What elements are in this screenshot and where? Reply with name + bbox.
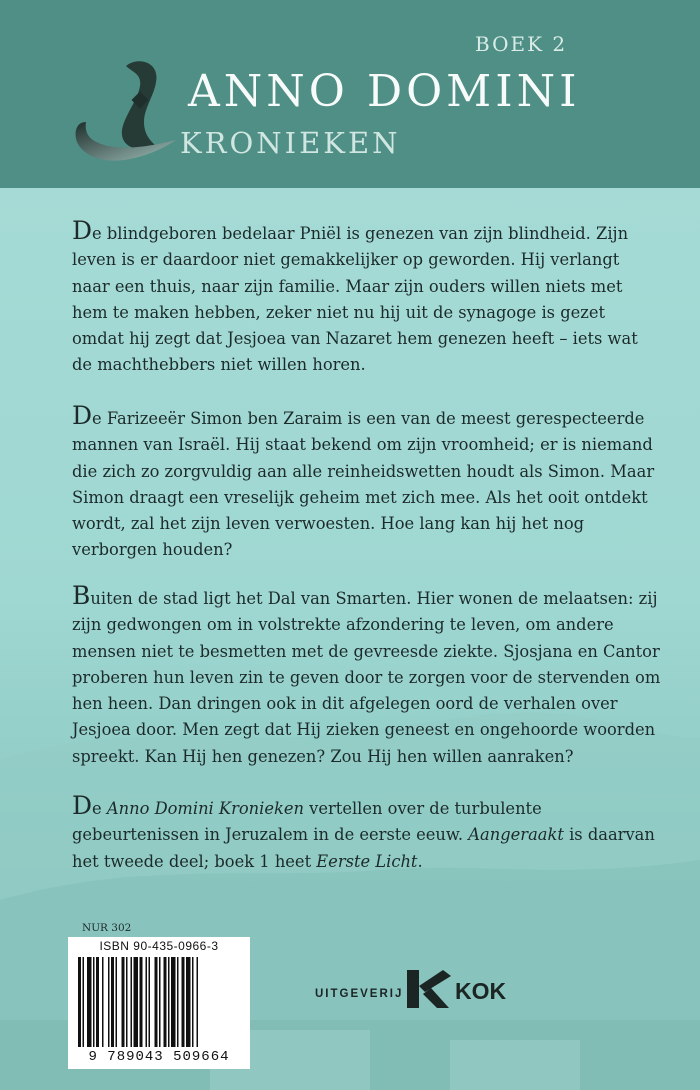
barcode-bar (159, 957, 161, 1047)
barcode-bar (149, 957, 151, 1047)
drop-initial: B (72, 581, 91, 610)
barcode-bar (83, 957, 85, 1047)
blurb-paragraph-2 (72, 403, 662, 564)
drop-initial: D (72, 401, 93, 430)
barcode-bar (87, 957, 92, 1047)
nur-code: NUR 302 (82, 922, 132, 934)
barcode-bar (102, 957, 104, 1047)
blurb-paragraph-1 (72, 218, 662, 379)
barcode-label (68, 937, 250, 1069)
barcode-bar (108, 957, 110, 1047)
barcode-bar (140, 957, 143, 1047)
barcode-bar (197, 957, 199, 1047)
ean-number: 9 789043 509664 (88, 1049, 230, 1065)
barcode-bar (177, 957, 179, 1047)
barcode-bar (93, 957, 95, 1047)
barcode-bar (155, 957, 158, 1047)
book-2-title: Aangeraakt (468, 825, 564, 845)
paragraph-text: uiten de stad ligt het Dal van Smarten. Hier wonen de melaatsen: zij zijn gedwongen om in volstrekte afzondering te leven, om andere mensen niet te besmetten met de gevreesde ziekte. Sjosjana en Cantor proberen hun leven zin te geven door te zorgen voor de stervenden om hen heen. Dan dringen ook in dit afgelegen oord de verhalen over Jesjoea door. Men zegt dat Hij zieken geneest en ongehoorde woorden spreekt. Kan Hij hen genezen? Zou Hij hen willen aanraken? (72, 589, 661, 766)
barcode-bar (168, 957, 170, 1047)
barcode-bar (192, 957, 194, 1047)
barcode-bar (78, 957, 81, 1047)
publisher-name: KOK (455, 978, 507, 1004)
closing-text: e (92, 799, 107, 818)
barcode-bar (171, 957, 176, 1047)
anno-domini-logo-icon (68, 56, 193, 166)
title-banner (0, 0, 700, 188)
barcode-bar (134, 957, 139, 1047)
kok-k-icon (403, 968, 455, 1010)
series-name: Anno Domini Kronieken (106, 799, 304, 818)
barcode-bar (186, 957, 191, 1047)
barcode-bar (126, 957, 128, 1047)
isbn-number: ISBN 90-435-0966-3 (99, 939, 219, 953)
barcode-bar (96, 957, 99, 1047)
series-label: BOEK 2 (475, 32, 568, 56)
closing-paragraph (72, 793, 662, 875)
closing-text: is daarvan het tweede deel; boek 1 heet (72, 825, 655, 871)
closing-text: . (417, 851, 423, 871)
series-subtitle: KRONIEKEN (180, 126, 401, 160)
barcode-bar (116, 957, 118, 1047)
barcode-bar (146, 957, 148, 1047)
series-title: ANNO DOMINI (188, 66, 581, 117)
publisher-prefix: UITGEVERIJ (315, 988, 404, 1000)
blurb-paragraph-3 (72, 583, 662, 770)
drop-initial: D (72, 791, 93, 820)
drop-initial: D (72, 216, 93, 245)
barcode-bar (164, 957, 167, 1047)
closing-text: vertellen over de turbulente gebeurtenissen in Jeruzalem in de eerste eeuw. (72, 799, 542, 845)
paragraph-text: e blindgeboren bedelaar Pniël is genezen van zijn blindheid. Zijn leven is er daardoor niet gemakkelijker op geworden. Hij verlangt naar een thuis, naar zijn familie. Maar zijn ouders willen niets met hem te maken hebben, zeker niet nu hij uit de synagoge is gezet omdat hij zegt dat Jesjoea van Nazaret hem genezen heeft – iets wat de machthebbers niet willen horen. (72, 224, 638, 375)
barcode-bar (111, 957, 114, 1047)
barcode-bar (122, 957, 125, 1047)
paragraph-text: e Farizeeër Simon ben Zaraim is een van de meest gerespecteerde mannen van Israël. Hij staat bekend om zijn vroomheid; er is niemand die zich zo zorgvuldig aan alle reinheidswetten houdt als Simon. Maar Simon draagt een vreselijk geheim met zich mee. Als het ooit ontdekt wordt, zal het zijn leven verwoesten. Hoe lang kan hij het nog verborgen houden? (72, 409, 655, 560)
barcode-bar (131, 957, 133, 1047)
barcode-bar (182, 957, 185, 1047)
book-1-title: Eerste Licht (316, 851, 418, 871)
barcode-icon (78, 957, 240, 1047)
